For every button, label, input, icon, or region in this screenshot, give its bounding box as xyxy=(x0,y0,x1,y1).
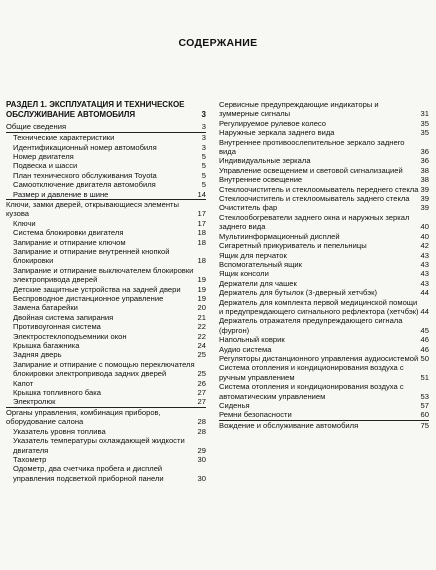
toc-entry-page: 43 xyxy=(420,250,429,260)
toc-entry[interactable] xyxy=(219,185,429,194)
toc-entry-title: Самоотключение двигателя автомобиля xyxy=(13,180,156,190)
toc-entry-page: 5 xyxy=(201,180,206,190)
toc-entry-page: 3 xyxy=(201,122,206,132)
toc-entry-title: Система отопления и кондиционирования воздуха с ручным управлением xyxy=(219,363,404,382)
toc-entry-title: Запирание и отпирание выключателем блокировки электропривода дверей xyxy=(13,265,194,285)
toc-entry-page: 44 xyxy=(420,288,429,298)
toc-entry[interactable] xyxy=(6,228,206,237)
toc-entry-title: Регуляторы дистанционного управления аудиосистемой xyxy=(219,353,419,363)
toc-entry-page: 60 xyxy=(420,410,429,420)
toc-entry[interactable] xyxy=(219,279,429,288)
toc-entry[interactable] xyxy=(6,199,206,219)
toc-entry-page: 35 xyxy=(420,118,429,128)
toc-entry-page: 45 xyxy=(420,325,429,335)
toc-entry-title: Аудио система xyxy=(219,344,272,354)
toc-entry-page: 17 xyxy=(197,218,206,228)
toc-entry-title: Держатель для бутылок (3-дверный хетчбэк) xyxy=(219,288,377,298)
toc-entry-title: Указатель температуры охлаждающей жидкости двигателя xyxy=(13,436,185,455)
toc-entry-page: 75 xyxy=(420,420,429,430)
toc-entry-page: 18 xyxy=(197,228,206,238)
toc-entry-title: Сервисные предупреждающие индикаторы и зуммерные сигналы xyxy=(219,100,379,119)
toc-entry-page: 35 xyxy=(420,128,429,138)
toc-entry[interactable] xyxy=(6,397,206,406)
toc-entry-title: Наружные зеркала заднего вида xyxy=(219,128,335,138)
toc-entry-page: 19 xyxy=(197,284,206,294)
toc-entry[interactable] xyxy=(219,260,429,269)
toc-entry[interactable] xyxy=(6,143,206,152)
toc-entry-page: 20 xyxy=(197,303,206,313)
toc-entry-title: Ремни безопасности xyxy=(219,410,292,420)
toc-entry-page: 39 xyxy=(420,184,429,194)
toc-entry[interactable] xyxy=(6,341,206,350)
toc-entry[interactable] xyxy=(6,266,206,285)
toc-entry-title: Детские защитные устройства на задней двери xyxy=(13,284,181,294)
toc-entry-title: Крышка топливного бака xyxy=(13,388,101,398)
toc-entry-page: 25 xyxy=(197,369,206,379)
page-title: СОДЕРЖАНИЕ xyxy=(178,37,258,49)
toc-entry[interactable] xyxy=(6,388,206,397)
toc-entry-title: Стеклообогреватели заднего окна и наружных зеркал заднего вида xyxy=(219,212,410,232)
toc-entry[interactable] xyxy=(6,313,206,322)
toc-entry-page: 5 xyxy=(201,151,206,161)
toc-entry[interactable] xyxy=(6,332,206,341)
toc-entry-page: 17 xyxy=(197,209,206,219)
toc-entry-title: Запирание и отпирание с помощью переключателя блокировки электропривода задних дверей xyxy=(13,359,195,379)
toc-entry[interactable] xyxy=(6,464,206,483)
toc-entry[interactable] xyxy=(6,152,206,161)
toc-entry[interactable] xyxy=(219,420,429,430)
toc-entry-title: Запирание и отпирание ключом xyxy=(13,237,126,247)
toc-entry[interactable] xyxy=(219,354,429,363)
toc-entry[interactable] xyxy=(219,128,429,137)
toc-entry[interactable] xyxy=(219,156,429,165)
toc-entry-page: 24 xyxy=(197,341,206,351)
toc-entry-title: Задняя дверь xyxy=(13,350,62,360)
toc-entry-title: Стеклоочиститель и стеклоомыватель заднего стекла xyxy=(219,194,410,204)
toc-entry-title: Запирание и отпирание внутренней кнопкой блокировки xyxy=(13,246,170,266)
toc-entry[interactable] xyxy=(6,133,206,142)
toc-entry-page: 18 xyxy=(197,237,206,247)
toc-entry-title: Двойная система запирания xyxy=(13,312,114,322)
toc-entry-title: Номер двигателя xyxy=(13,151,74,161)
toc-entry[interactable] xyxy=(219,401,429,410)
toc-entry-title: Размер и давление в шине xyxy=(13,189,109,199)
toc-entry-page: 43 xyxy=(420,259,429,269)
toc-entry-title: Мультиинформационный дисплей xyxy=(219,231,340,241)
toc-entry[interactable] xyxy=(219,251,429,260)
toc-entry-title: Держатель для комплекта первой медицинской помощи и предупреждающего сигнального рефлектора (хетчбэк) xyxy=(219,297,419,316)
toc-entry-page: 29 xyxy=(197,445,206,455)
toc-entry-title: Общие сведения xyxy=(6,122,67,132)
toc-entry[interactable] xyxy=(6,285,206,294)
toc-entry[interactable] xyxy=(6,303,206,312)
toc-entry-page: 19 xyxy=(197,294,206,303)
toc-entry-title: Ключи, замки дверей, открывающиеся элементы кузова xyxy=(6,199,179,219)
toc-entry-title: Электролюк xyxy=(13,397,56,407)
toc-entry-title: Идентификационный номер автомобиля xyxy=(13,142,157,152)
toc-entry-title: Индивидуальные зеркала xyxy=(219,156,311,166)
toc-entry[interactable] xyxy=(6,122,206,133)
toc-entry-title: Управление освещением и световой сигнализацией xyxy=(219,165,403,175)
toc-entry-page: 38 xyxy=(420,165,429,175)
toc-entry[interactable] xyxy=(219,316,429,335)
toc-entry[interactable] xyxy=(6,379,206,388)
toc-entry[interactable] xyxy=(6,360,206,379)
toc-entry-title: Замена батарейки xyxy=(13,303,78,313)
toc-entry-page: 30 xyxy=(197,454,206,464)
toc-entry-page: 39 xyxy=(420,194,429,204)
toc-entry-page: 44 xyxy=(420,306,429,316)
toc-entry[interactable] xyxy=(219,410,429,419)
toc-entry-title: Тахометр xyxy=(13,454,47,464)
toc-entry-title: Указатель уровня топлива xyxy=(13,426,106,436)
toc-entry[interactable] xyxy=(6,455,206,464)
toc-entry-page: 42 xyxy=(420,241,429,251)
toc-entry-page: 5 xyxy=(201,161,206,171)
toc-entry-page: 46 xyxy=(420,344,429,354)
toc-entry-title: Подвеска и шасси xyxy=(13,161,78,171)
toc-entry[interactable] xyxy=(6,190,206,199)
toc-left-column xyxy=(6,100,206,483)
toc-entry-page: 36 xyxy=(420,156,429,166)
toc-entry-title: Крышка багажника xyxy=(13,341,80,351)
toc-entry-title: Одометр, два счетчика пробега и дисплей управления подсветкой приборной панели xyxy=(13,464,164,483)
toc-entry-page: 50 xyxy=(420,353,429,363)
toc-entry[interactable] xyxy=(219,269,429,278)
toc-entry[interactable] xyxy=(219,203,429,212)
toc-entry[interactable] xyxy=(6,171,206,180)
toc-entry-page: 22 xyxy=(197,331,206,341)
toc-entry-page: 14 xyxy=(197,189,206,199)
toc-entry[interactable] xyxy=(6,436,206,455)
toc-entry-page: 51 xyxy=(420,372,429,382)
toc-entry[interactable] xyxy=(219,382,429,401)
toc-entry-title: Ящик для перчаток xyxy=(219,250,287,260)
toc-entry[interactable] xyxy=(6,350,206,359)
toc-entry-page: 28 xyxy=(197,426,206,436)
toc-entry-title: Противоугонная система xyxy=(13,322,101,332)
toc-entry-title: Регулируемое рулевое колесо xyxy=(219,118,327,128)
toc-entry-title: Электростеклоподъемники окон xyxy=(13,331,127,341)
toc-entry[interactable] xyxy=(6,294,206,303)
toc-entry[interactable] xyxy=(219,119,429,128)
toc-entry-page: 30 xyxy=(197,473,206,483)
toc-entry-title: РАЗДЕЛ 1. ЭКСПЛУАТАЦИЯ И ТЕХНИЧЕСКОЕ ОБСЛУЖИВАНИЕ АВТОМОБИЛЯ xyxy=(6,100,185,119)
toc-entry-title: Вождение и обслуживание автомобиля xyxy=(219,420,359,430)
toc-entry[interactable] xyxy=(219,363,429,382)
toc-entry[interactable] xyxy=(6,100,206,119)
toc-entry-page: 53 xyxy=(420,391,429,401)
toc-entry[interactable] xyxy=(219,138,429,157)
toc-entry-title: Держатель отражателя предупреждающего сигнала (фургон) xyxy=(219,316,403,335)
toc-right-column xyxy=(219,100,429,430)
toc-entry[interactable] xyxy=(219,288,429,297)
toc-entry-title: Стеклоочиститель и стеклоомыватель переднего стекла xyxy=(219,184,419,194)
toc-entry-page: 27 xyxy=(197,397,206,407)
toc-entry-page: 31 xyxy=(420,109,429,119)
toc-entry-title: План технического обслуживания Toyota xyxy=(13,170,157,180)
toc-entry-page: 40 xyxy=(420,231,429,241)
toc-entry-page: 43 xyxy=(420,269,429,279)
toc-entry-title: Вспомогательный ящик xyxy=(219,259,302,269)
toc-entry-title: Сигаретный прикуриватель и пепельницы xyxy=(219,241,367,251)
toc-entry-page: 38 xyxy=(420,175,429,185)
toc-entry[interactable] xyxy=(6,247,206,266)
toc-entry-page: 46 xyxy=(420,335,429,345)
toc-entry-title: Очиститель фар xyxy=(219,203,278,213)
toc-entry-page: 26 xyxy=(197,378,206,388)
toc-entry-page: 36 xyxy=(420,147,429,157)
toc-entry-page: 3 xyxy=(201,142,206,152)
toc-entry-page: 5 xyxy=(201,170,206,180)
toc-entry-page: 43 xyxy=(420,278,429,288)
toc-entry[interactable] xyxy=(219,175,429,184)
toc-entry[interactable] xyxy=(6,427,206,436)
toc-entry-title: Органы управления, комбинация приборов, оборудование салона xyxy=(6,407,161,427)
toc-entry[interactable] xyxy=(6,219,206,228)
toc-entry[interactable] xyxy=(6,407,206,427)
toc-entry[interactable] xyxy=(6,161,206,170)
toc-entry-page: 21 xyxy=(197,312,206,322)
toc-entry-title: Технические характеристики xyxy=(13,133,115,143)
toc-entry[interactable] xyxy=(219,213,429,232)
toc-entry-title: Капот xyxy=(13,378,34,388)
toc-entry-title: Сиденья xyxy=(219,401,250,410)
toc-entry-page: 25 xyxy=(197,350,206,360)
toc-entry-page: 18 xyxy=(197,256,206,266)
toc-entry[interactable] xyxy=(219,345,429,354)
toc-entry-title: Ящик консоли xyxy=(219,269,269,279)
toc-entry-title: Напольный коврик xyxy=(219,335,285,345)
toc-entry-page: 28 xyxy=(197,417,206,427)
toc-entry-page: 40 xyxy=(420,222,429,232)
toc-entry-page: 27 xyxy=(197,388,206,398)
toc-entry-page: 57 xyxy=(420,401,429,410)
toc-entry-title: Система отопления и кондиционирования воздуха с автоматическим управлением xyxy=(219,382,404,401)
toc-entry-title: Внутреннее противоослепительное зеркало заднего вида xyxy=(219,137,405,157)
toc-entry-page: 3 xyxy=(201,109,206,119)
toc-entry-title: Система блокировки двигателя xyxy=(13,228,124,238)
toc-entry-title: Беспроводное дистанционное управление xyxy=(13,294,164,303)
toc-entry[interactable] xyxy=(219,335,429,344)
toc-entry[interactable] xyxy=(219,241,429,250)
toc-entry[interactable] xyxy=(6,180,206,189)
toc-entry[interactable] xyxy=(219,232,429,241)
toc-entry[interactable] xyxy=(6,238,206,247)
toc-entry-title: Держатели для чашек xyxy=(219,278,297,288)
toc-entry-page: 19 xyxy=(197,275,206,285)
toc-entry-page: 3 xyxy=(201,133,206,143)
toc-entry[interactable] xyxy=(219,194,429,203)
toc-entry[interactable] xyxy=(219,100,429,119)
toc-entry-title: Ключи xyxy=(13,218,36,228)
toc-entry[interactable] xyxy=(219,298,429,317)
toc-entry-page: 22 xyxy=(197,322,206,332)
toc-entry-title: Внутреннее освещение xyxy=(219,175,303,185)
toc-entry-page: 39 xyxy=(420,203,429,213)
toc-entry[interactable] xyxy=(6,322,206,331)
toc-entry[interactable] xyxy=(219,166,429,175)
